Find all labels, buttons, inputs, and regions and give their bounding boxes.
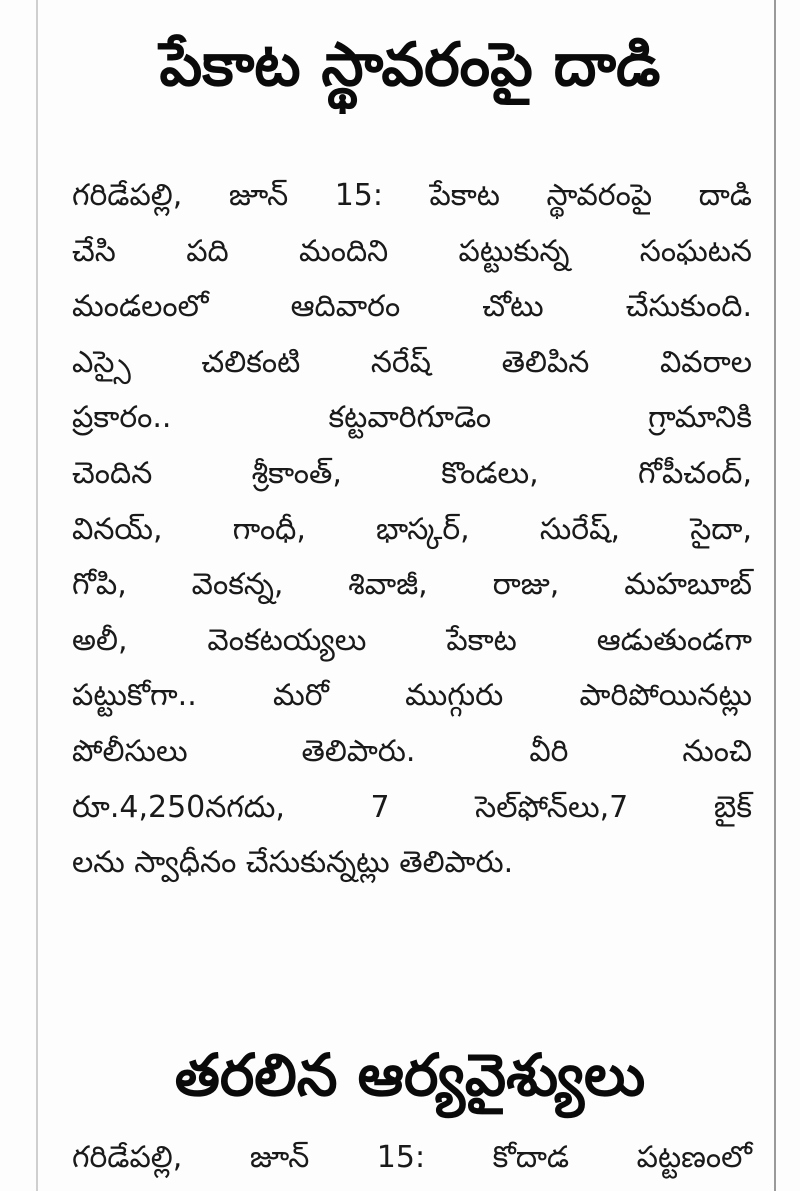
column-rule-left	[36, 0, 38, 1191]
article-1-line: లను స్వాధీనం చేసుకున్నట్లు తెలిపారు.	[72, 845, 514, 881]
article-1-line: గరిడేపల్లి, జూన్ 15: పేకాట స్థావరంపై దాడి	[72, 178, 752, 213]
article-1-line: పట్టుకోగా.. మరో ముగ్గురు పారిపోయినట్లు	[72, 678, 752, 714]
article-1-line: రూ.4,250నగదు, 7 సెల్‌ఫోన్‌లు,7 బైక్	[72, 789, 752, 825]
article-1-body	[72, 168, 752, 891]
article-1-line: వినయ్, గాంధీ, భాస్కర్, సురేష్, సైదా,	[72, 511, 752, 547]
article-1-line: అలీ, వెంకటయ్యలు పేకాట ఆడుతుండగా	[72, 622, 752, 658]
article-1-line: గోపి, వెంకన్న, శివాజీ, రాజు, మహబూబ్	[72, 567, 752, 603]
article-1-line: చెందిన శ్రీకాంత్, కొండలు, గోపీచంద్,	[72, 455, 752, 491]
article-1-headline-block	[60, 10, 760, 120]
article-2-headline-block	[60, 1020, 760, 1130]
article-2-body	[72, 1130, 752, 1186]
article-1-line: మండలంలో ఆదివారం చోటు చేసుకుంది.	[72, 289, 752, 325]
article-1-line: ఎస్సై చలికంటి నరేష్ తెలిపిన వివరాల	[72, 344, 752, 380]
article-1-line: పోలీసులు తెలిపారు. వీరి నుంచి	[72, 733, 752, 769]
article-1-line: చేసి పది మందిని పట్టుకున్న సంఘటన	[72, 233, 752, 269]
article-1-line: ప్రకారం.. కట్టవారిగూడెం గ్రామానికి	[72, 400, 752, 436]
article-2-headline: తరలిన ఆర్యవైశ్యులు	[174, 1041, 646, 1109]
column-rule-right	[774, 0, 776, 1191]
article-2-line: గరిడేపల్లి, జూన్ 15: కోదాడ పట్టణంలో	[72, 1140, 752, 1175]
article-1-headline: పేకాట స్థావరంపై దాడి	[159, 30, 661, 100]
